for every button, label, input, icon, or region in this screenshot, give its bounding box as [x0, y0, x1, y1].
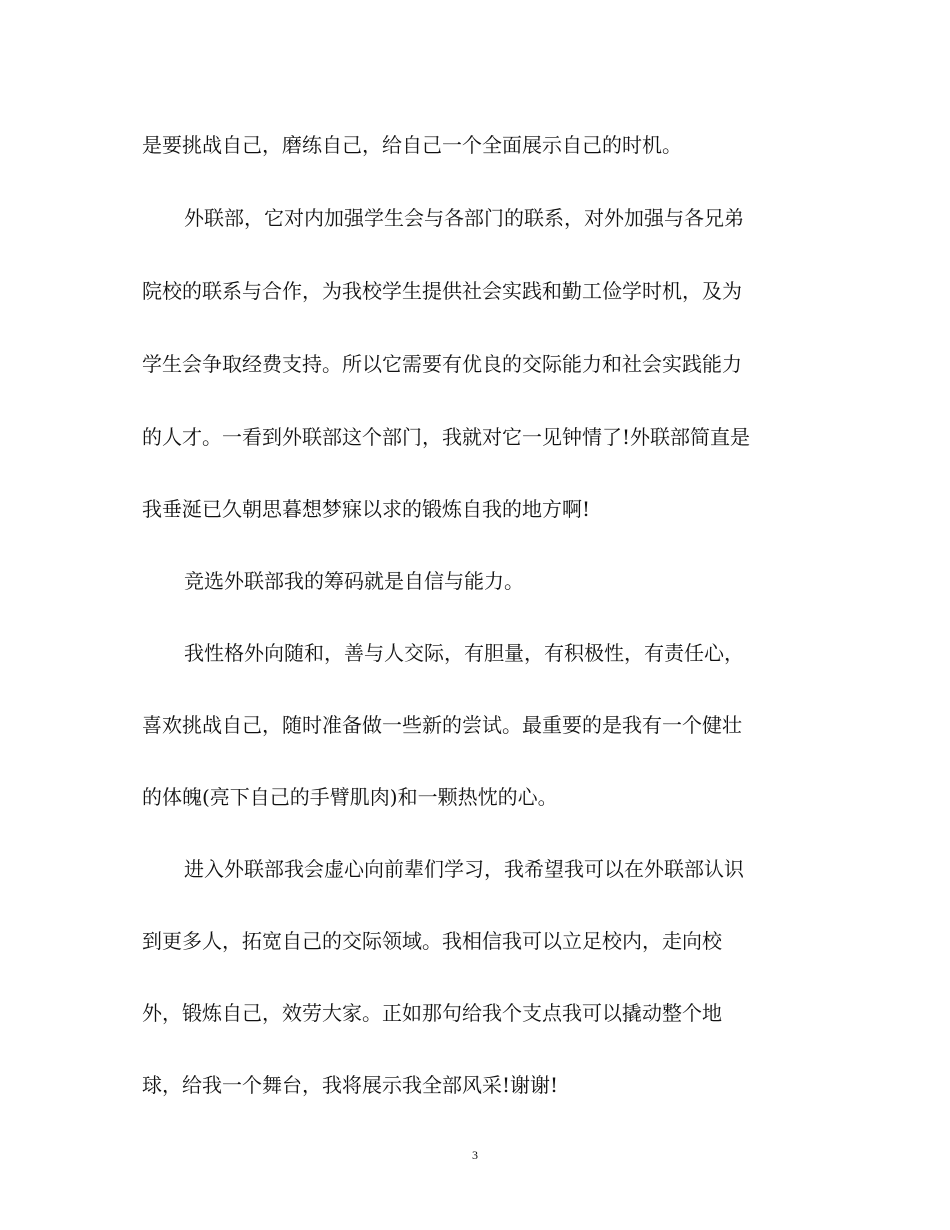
text-line: 喜欢挑战自己，随时准备做一些新的尝试。最重要的是我有一个健壮 [142, 713, 742, 737]
paragraph-line: 竞选外联部我的筹码就是自信与能力。 [184, 569, 524, 593]
text-line: 到更多人，拓宽自己的交际领域。我相信我可以立足校内，走向校 [142, 929, 722, 953]
paragraph-line: 我性格外向随和，善与人交际，有胆量，有积极性，有责任心， [184, 641, 744, 665]
paragraph-line: 进入外联部我会虚心向前辈们学习，我希望我可以在外联部认识 [184, 857, 744, 881]
text-line: 的体魄(亮下自己的手臂肌肉)和一颗热忱的心。 [142, 785, 558, 809]
text-line: 学生会争取经费支持。所以它需要有优良的交际能力和社会实践能力 [142, 352, 742, 376]
text-line: 外，锻炼自己，效劳大家。正如那句给我个支点我可以撬动整个地 [142, 1001, 722, 1025]
text-line: 我垂涎已久朝思暮想梦寐以求的锻炼自我的地方啊! [142, 497, 591, 521]
page-number: 3 [472, 1148, 478, 1162]
paragraph-line: 外联部，它对内加强学生会与各部门的联系，对外加强与各兄弟 [184, 206, 744, 230]
text-line: 球，给我一个舞台，我将展示我全部风采!谢谢! [142, 1073, 559, 1097]
text-line: 的人才。一看到外联部这个部门，我就对它一见钟情了!外联部简直是 [142, 425, 751, 449]
text-line: 是要挑战自己，磨练自己，给自己一个全面展示自己的时机。 [142, 133, 682, 157]
text-line: 院校的联系与合作，为我校学生提供社会实践和勤工俭学时机，及为 [142, 279, 742, 303]
